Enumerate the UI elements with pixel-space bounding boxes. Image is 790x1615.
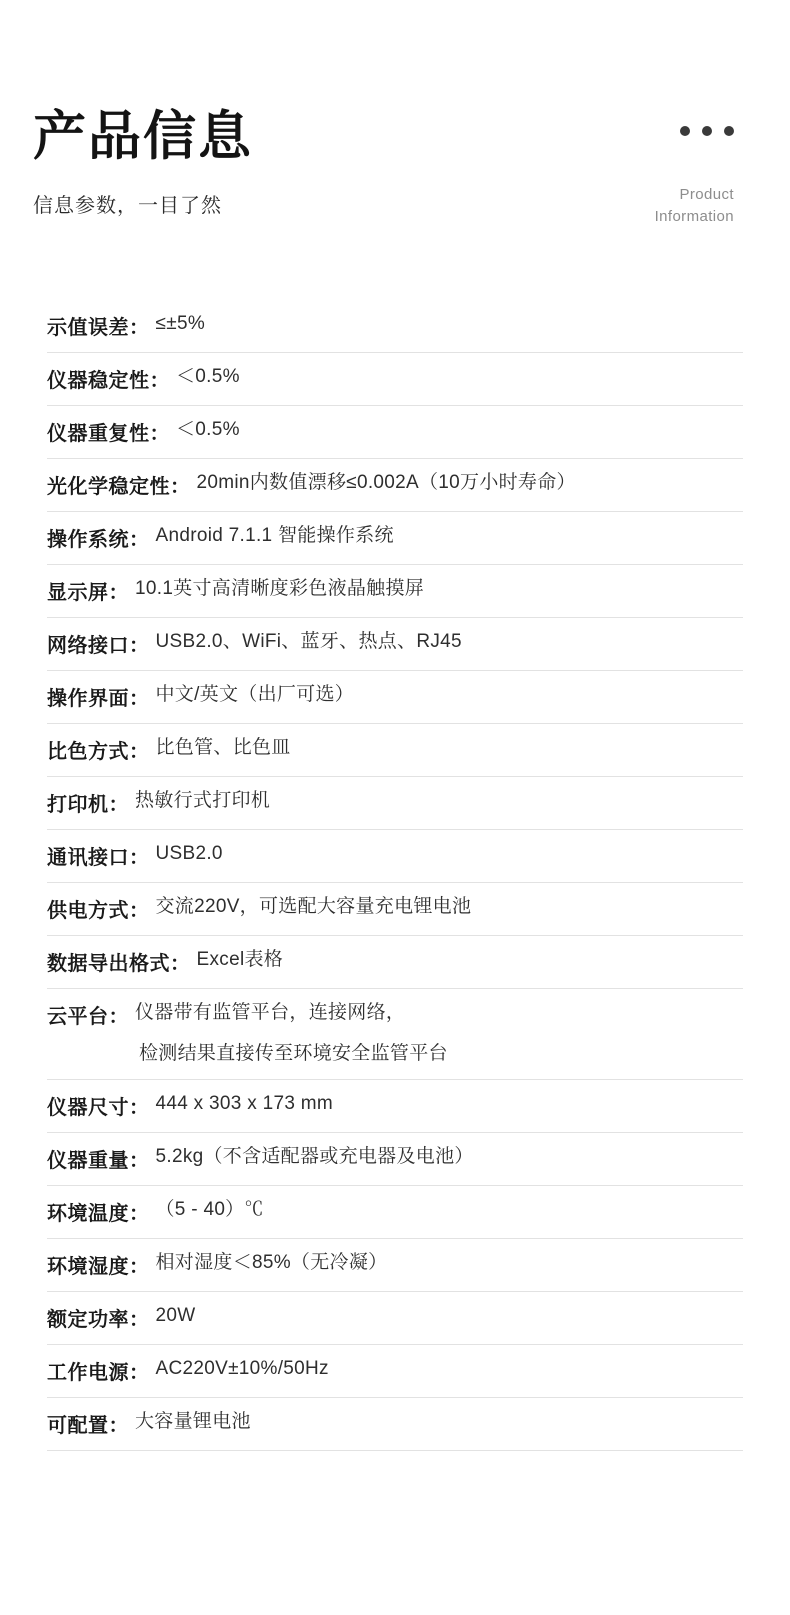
spec-value: 仪器带有监管平台，连接网络， [135,1002,406,1023]
spec-row [47,671,743,724]
spec-value: Excel表格 [196,949,284,970]
spec-label: 仪器尺寸： [47,1096,150,1119]
spec-value: Android 7.1.1 智能操作系统 [155,525,394,546]
spec-label: 云平台： [47,1006,129,1028]
page-title: 产品信息 [33,108,253,166]
spec-value: USB2.0 [155,843,223,864]
spec-row [47,300,743,353]
spec-value: 10.1英寸高清晰度彩色液晶触摸屏 [135,578,425,599]
spec-value: AC220V±10%/50Hz [155,1357,329,1379]
spec-row [47,830,743,883]
spec-row [47,1239,743,1292]
spec-value: 5.2kg（不含适配器或充电器及电池） [155,1145,474,1167]
spec-label: 可配置： [47,1414,129,1437]
spec-row [47,618,743,671]
spec-label: 光化学稳定性： [47,476,191,498]
dot-icon [702,126,712,136]
spec-row [47,353,743,406]
spec-value: 444 x 303 x 173 mm [155,1092,334,1114]
spec-label: 仪器稳定性： [47,370,170,392]
spec-value: USB2.0、WiFi、蓝牙、热点、RJ45 [155,631,462,652]
spec-row [47,1133,743,1186]
spec-label: 操作界面： [47,688,150,710]
spec-label: 通讯接口： [47,847,150,869]
spec-label: 额定功率： [47,1308,150,1331]
spec-value: 交流220V，可选配大容量充电锂电池 [155,896,472,917]
spec-value-continued: 检测结果直接传至环境安全监管平台 [139,1043,448,1064]
spec-row [47,777,743,830]
spec-value: 比色管、比色皿 [155,737,291,758]
spec-label: 示值误差： [47,317,150,339]
title-block [33,108,253,218]
spec-value: ＜0.5% [176,419,240,440]
spec-label: 操作系统： [47,529,150,551]
spec-value: 热敏行式打印机 [135,790,271,811]
spec-label: 环境湿度： [47,1255,150,1278]
english-label [655,184,734,228]
dot-icon [724,126,734,136]
spec-label: 显示屏： [47,582,129,604]
english-label-line2: Information [654,207,734,225]
spec-label: 网络接口： [47,635,150,657]
page-header [0,0,790,270]
spec-label: 数据导出格式： [47,953,191,975]
decorative-dots [655,126,734,136]
spec-row [47,724,743,777]
spec-value: 20W [155,1304,196,1326]
spec-label: 仪器重复性： [47,423,170,445]
spec-row [47,512,743,565]
spec-value: 大容量锂电池 [135,1410,251,1432]
spec-value: 相对湿度＜85%（无冷凝） [155,1251,388,1273]
spec-row [47,1080,743,1133]
spec-label: 打印机： [47,794,129,816]
spec-row [47,1186,743,1239]
spec-value: 中文/英文（出厂可选） [155,684,355,705]
spec-value: ≤±5% [155,313,206,334]
spec-row [47,406,743,459]
english-label-line1: Product [679,186,734,203]
spec-list [47,300,743,1451]
spec-value: 20min内数值漂移≤0.002A（10万小时寿命） [196,472,576,493]
spec-row [47,565,743,618]
spec-row [47,936,743,989]
spec-label: 环境温度： [47,1202,150,1225]
spec-row [47,459,743,512]
spec-row [47,1345,743,1398]
spec-row [47,883,743,936]
spec-row [47,1292,743,1345]
page-subtitle: 信息参数，一目了然 [33,195,222,218]
spec-value: ＜0.5% [176,366,240,387]
spec-value: （5 - 40）℃ [155,1198,264,1220]
spec-label: 比色方式： [47,741,150,763]
dot-icon [680,126,690,136]
spec-row [47,1398,743,1451]
spec-row [47,989,743,1080]
header-right-block [655,126,734,228]
spec-label: 工作电源： [47,1361,150,1384]
spec-label: 供电方式： [47,900,150,922]
spec-label: 仪器重量： [47,1149,150,1172]
